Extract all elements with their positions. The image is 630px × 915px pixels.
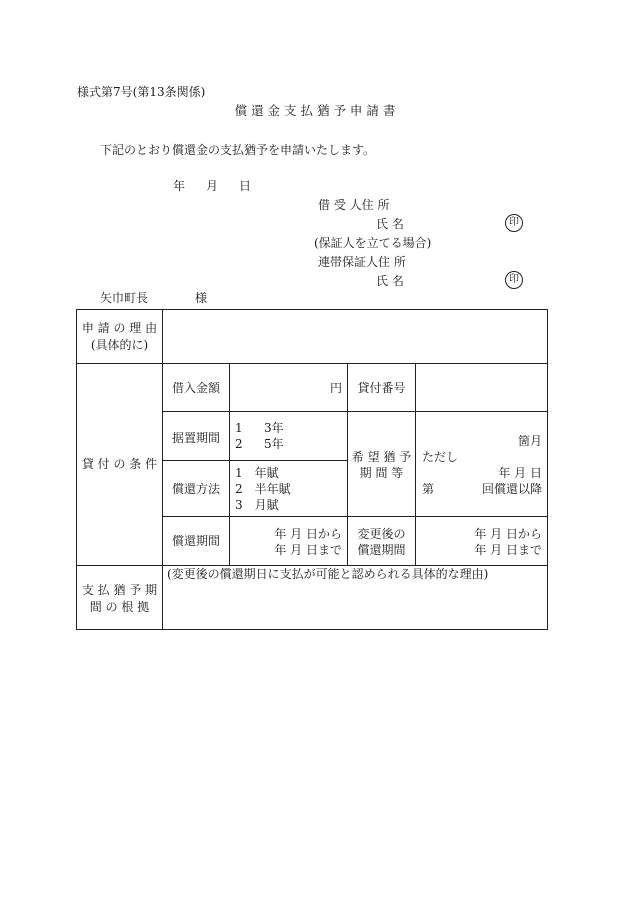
page-title: 償 還 金 支 払 猶 予 申 請 書 — [234, 103, 396, 118]
guarantor-seal: 印 — [505, 271, 523, 289]
grace-option-2-number: 2 — [235, 437, 243, 451]
method-option-monthly: 3 月賦 — [235, 498, 279, 512]
grace-option-1-number: 1 — [235, 421, 243, 435]
basis-label: 支 払 猶 予 期 — [81, 583, 158, 597]
repayment-method-label: 償還方法 — [171, 482, 220, 496]
grace-period-label: 据置期間 — [171, 431, 220, 445]
date-day-label: 日 — [239, 179, 252, 193]
installment-after: 回償還以降 — [481, 482, 542, 496]
intro-text: 下記のとおり償還金の支払猶予を申請いたします。 — [100, 143, 376, 157]
period-from: 年 月 日から — [274, 527, 342, 541]
addressee-honorific: 様 — [195, 291, 208, 305]
reason-label: 申 請 の 理 由 — [81, 321, 158, 335]
changed-period-from: 年 月 日から — [474, 527, 542, 541]
table-rule-3 — [162, 460, 347, 461]
conditions-label: 貸 付 の 条 件 — [81, 457, 158, 471]
table-rule-2 — [162, 411, 548, 412]
desired-deferment-sublabel: 期 間 等 — [359, 466, 404, 480]
grace-option-1-value: 3年 — [264, 421, 284, 435]
changed-period-label: 変更後の — [357, 527, 406, 541]
borrower-name-label: 氏 名 — [376, 217, 404, 231]
loan-number-label: 貸付番号 — [357, 381, 406, 395]
guarantor-name-label: 氏 名 — [376, 274, 404, 288]
basis-input-area[interactable] — [163, 583, 547, 629]
form-number: 様式第7号(第13条関係) — [77, 85, 206, 99]
method-option-semiannual: 2 半年賦 — [235, 482, 291, 496]
table-rule-4 — [162, 516, 548, 517]
borrower-address-label: 借 受 人住 所 — [318, 198, 390, 212]
reason-input-area[interactable] — [163, 310, 547, 363]
proviso-label: ただし — [422, 450, 459, 464]
table-border-right — [547, 309, 548, 630]
repayment-period-label: 償還期間 — [171, 534, 220, 548]
changed-period-to: 年 月 日まで — [474, 543, 542, 557]
date-month-label: 月 — [206, 179, 219, 193]
yen-unit: 円 — [329, 381, 342, 395]
loan-amount-label: 借入金額 — [171, 381, 220, 395]
basis-sublabel: 間 の 根 拠 — [89, 600, 150, 614]
reason-sublabel: (具体的に) — [90, 338, 149, 352]
proviso-date: 年 月 日 — [498, 466, 542, 480]
addressee: 矢巾町長 — [100, 291, 149, 305]
guarantor-note: (保証人を立てる場合) — [314, 236, 432, 250]
changed-period-sublabel: 償還期間 — [357, 543, 406, 557]
months-suffix: 箇月 — [517, 434, 542, 448]
loan-number-field[interactable] — [416, 364, 547, 411]
method-option-annual: 1 年賦 — [235, 466, 279, 480]
installment-prefix: 第 — [422, 482, 435, 496]
guarantor-address-label: 連帯保証人住 所 — [318, 255, 406, 269]
basis-note: (変更後の償還期日に支払が可能と認められる具体的な理由) — [167, 567, 489, 581]
grace-option-2-value: 5年 — [264, 437, 284, 451]
borrower-seal: 印 — [505, 214, 523, 232]
desired-deferment-label: 希 望 猶 予 — [351, 450, 412, 464]
date-year-label: 年 — [173, 179, 186, 193]
table-border-bottom — [76, 629, 548, 630]
period-to: 年 月 日まで — [274, 543, 342, 557]
